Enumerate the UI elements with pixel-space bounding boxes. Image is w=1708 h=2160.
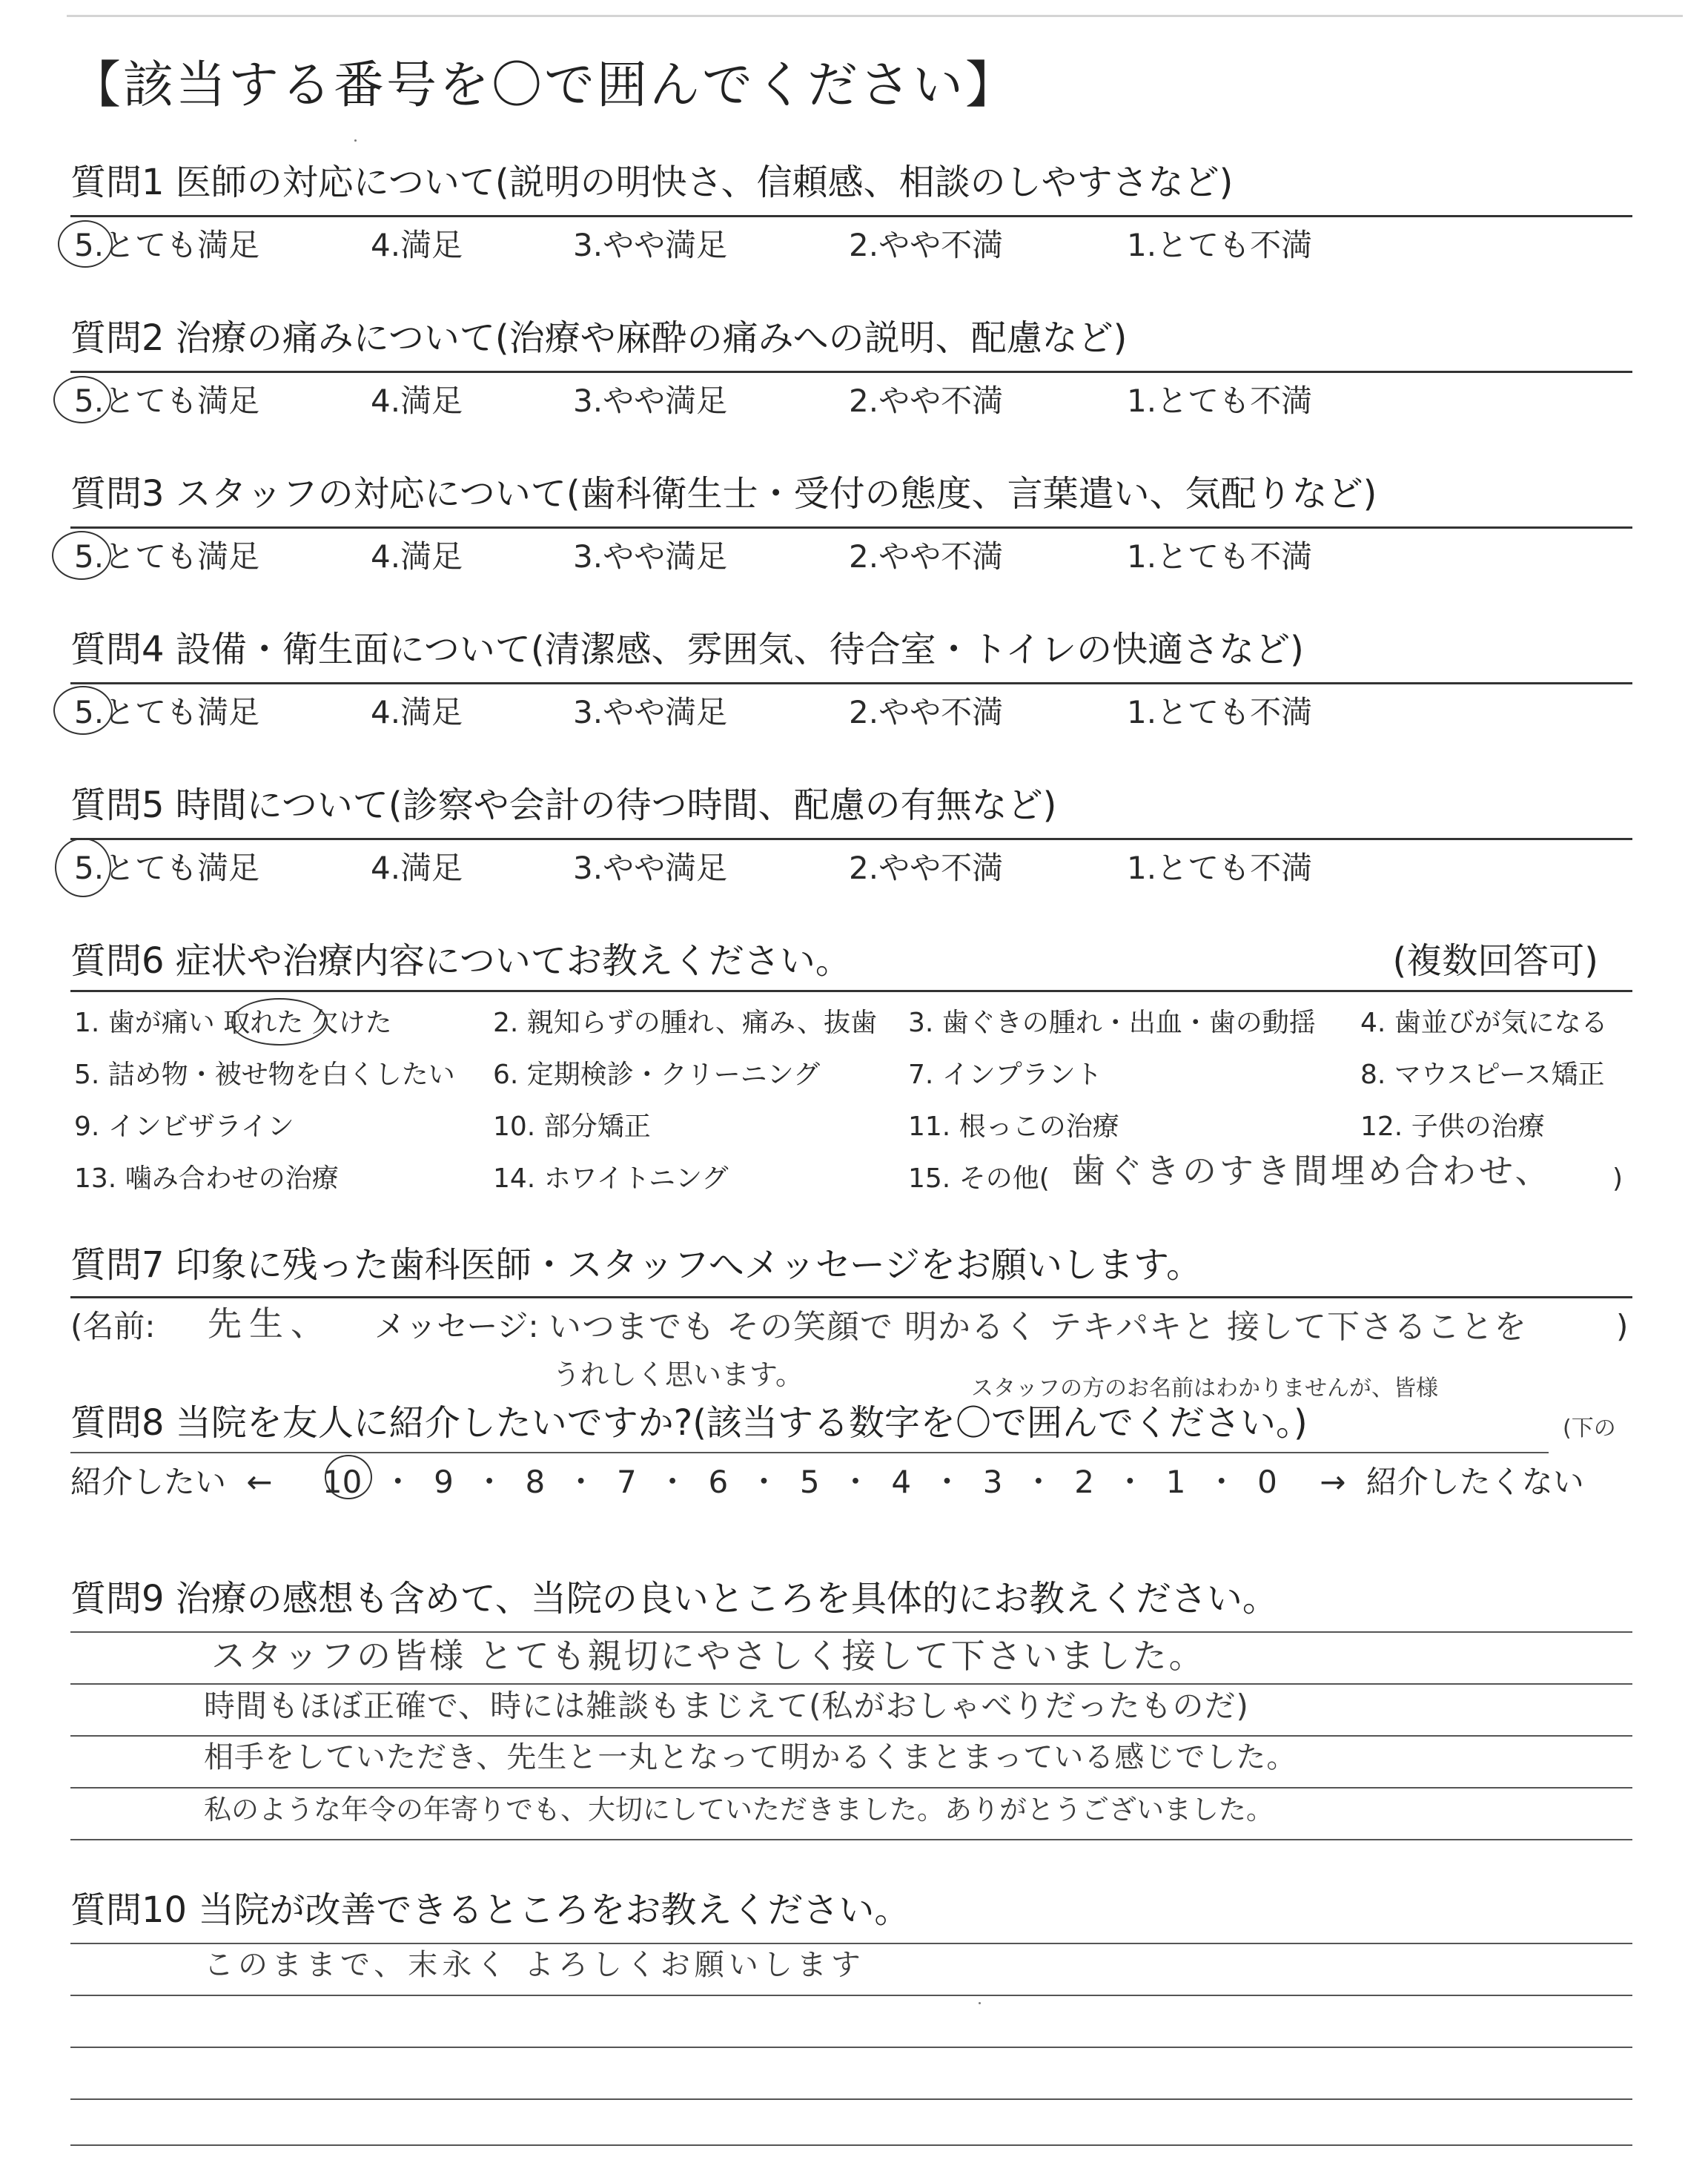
question-10-label: 質問10 当院が改善できるところをお教えください。 [70,1889,910,1931]
q10-line-5 [70,2144,1632,2146]
q2-option-5[interactable]: 5.とても満足 [74,383,260,419]
q8-value-9[interactable]: 9 [434,1464,454,1500]
q5-option-4[interactable]: 4.満足 [371,850,463,886]
q9-answer-1: スタッフの皆様 とても親切にやさしく接して下さいました。 [211,1636,1205,1676]
q10-line-4 [70,2098,1632,2100]
q6-item-9[interactable]: 9. インビザライン [74,1112,294,1142]
question-8-label: 質問8 当院を友人に紹介したいですか?(該当する数字を〇で囲んでください。) [70,1402,1308,1444]
q6-item-5[interactable]: 5. 詰め物・被せ物を白くしたい [74,1060,455,1090]
question-5-label: 質問5 時間について(診察や会計の待つ時間、配慮の有無など) [70,785,1057,826]
q9-line-4 [70,1787,1632,1789]
q7-message-line-3: スタッフの方のお名前はわかりませんが、皆様 [971,1375,1438,1401]
q8-value-8[interactable]: 8 [525,1464,546,1500]
q4-option-3[interactable]: 3.やや満足 [573,694,728,730]
q2-option-3[interactable]: 3.やや満足 [573,383,728,419]
q2-option-4[interactable]: 4.満足 [371,383,463,419]
q6-other-handwriting: 歯ぐきのすき間埋め合わせ、 [1071,1151,1552,1191]
q7-name-label: (名前: [70,1308,156,1344]
q7-message-label: メッセージ: [374,1308,539,1344]
q8-selection-circle [325,1455,372,1499]
q9-line-1 [70,1631,1632,1633]
q7-message-line-2: うれしく思います。 [552,1358,804,1391]
q7-close-paren: ) [1616,1308,1629,1344]
q1-option-2[interactable]: 2.やや不満 [849,227,1004,263]
q8-value-5[interactable]: 5 [799,1464,820,1500]
q1-option-3[interactable]: 3.やや満足 [573,227,728,263]
q3-selection-circle [52,531,111,580]
question-3-rule [70,526,1632,529]
q6-item-8[interactable]: 8. マウスピース矯正 [1360,1060,1605,1090]
q9-answer-2: 時間もほぼ正確で、時には雑談もまじえて(私がおしゃべりだったものだ) [204,1688,1249,1724]
q9-line-2 [70,1683,1632,1685]
q8-value-2[interactable]: 2 [1074,1464,1094,1500]
question-2-rule [70,371,1632,373]
q6-item-15-close: ) [1612,1163,1623,1194]
q8-value-0[interactable]: 0 [1257,1464,1277,1500]
q3-option-1[interactable]: 1.とても不満 [1127,538,1313,575]
q8-value-4[interactable]: 4 [891,1464,912,1500]
q4-option-2[interactable]: 2.やや不満 [849,694,1004,730]
q2-option-2[interactable]: 2.やや不満 [849,383,1004,419]
q6-item-10[interactable]: 10. 部分矯正 [493,1112,651,1142]
q1-option-4[interactable]: 4.満足 [371,227,463,263]
question-3-label: 質問3 スタッフの対応について(歯科衛生士・受付の態度、言葉遣い、気配りなど) [70,473,1377,515]
q6-item-14[interactable]: 14. ホワイトニング [493,1163,729,1194]
q5-option-2[interactable]: 2.やや不満 [849,850,1004,886]
q1-selection-circle [58,220,113,268]
q8-value-3[interactable]: 3 [982,1464,1003,1500]
question-7-label: 質問7 印象に残った歯科医師・スタッフへメッセージをお願いします。 [70,1244,1202,1286]
question-6-note: (複数回答可) [1392,940,1598,982]
q6-item-7[interactable]: 7. インプラント [908,1060,1102,1090]
q9-line-5 [70,1839,1632,1840]
q8-scale-right: → 紹介したくない [1320,1464,1584,1500]
q6-item-1[interactable]: 1. 歯が痛い 取れた 欠けた [74,1008,392,1038]
q8-value-6[interactable]: 6 [708,1464,729,1500]
paper-speck [979,2002,981,2004]
q7-message-line-4: (下の [1563,1416,1616,1441]
q8-value-1[interactable]: 1 [1165,1464,1186,1500]
paper-speck [354,139,357,142]
q5-option-3[interactable]: 3.やや満足 [573,850,728,886]
q7-message-line-1: いつまでも その笑顔で 明かるく テキパキと 接して下さることを [549,1308,1527,1346]
q3-option-2[interactable]: 2.やや不満 [849,538,1004,575]
q9-answer-3: 相手をしていただき、先生と一丸となって明かるくまとまっている感じでした。 [204,1740,1297,1774]
q10-line-2 [70,1995,1632,1996]
q10-line-1 [70,1943,1632,1944]
q4-option-4[interactable]: 4.満足 [371,694,463,730]
q4-option-5[interactable]: 5.とても満足 [74,694,260,730]
question-6-rule [70,990,1632,992]
q5-selection-circle [55,838,111,897]
q5-option-1[interactable]: 1.とても不満 [1127,850,1313,886]
q10-line-3 [70,2047,1632,2048]
question-8-rule [70,1452,1549,1453]
q6-item-11[interactable]: 11. 根っこの治療 [908,1112,1119,1142]
question-4-label: 質問4 設備・衛生面について(清潔感、雰囲気、待合室・トイレの快適さなど) [70,629,1304,670]
q3-option-3[interactable]: 3.やや満足 [573,538,728,575]
q6-item-13[interactable]: 13. 噛み合わせの治療 [74,1163,339,1194]
q1-option-5[interactable]: 5.とても満足 [74,227,260,263]
q6-item-6[interactable]: 6. 定期検診・クリーニング [493,1060,821,1090]
question-5-rule [70,838,1632,840]
q3-option-4[interactable]: 4.満足 [371,538,463,575]
question-9-label: 質問9 治療の感想も含めて、当院の良いところを具体的にお教えください。 [70,1578,1278,1619]
page-title: 【該当する番号を〇で囲んでください】 [70,56,1019,115]
q6-item-15[interactable]: 15. その他( [908,1163,1050,1194]
page-top-edge [67,15,1683,17]
question-6-label: 質問6 症状や治療内容についてお教えください。 [70,940,851,982]
question-7-rule [70,1296,1632,1298]
q10-answer-1: このままで、末永く よろしくお願いします [204,1948,865,1982]
question-1-rule [70,215,1632,217]
q4-selection-circle [53,686,113,735]
q6-item-4[interactable]: 4. 歯並びが気になる [1360,1008,1608,1038]
question-2-label: 質問2 治療の痛みについて(治療や麻酔の痛みへの説明、配慮など) [70,317,1128,359]
question-1-label: 質問1 医師の対応について(説明の明快さ、信頼感、相談のしやすさなど) [70,162,1234,203]
q9-answer-4: 私のような年令の年寄りでも、大切にしていただきました。ありがとうございました。 [204,1794,1274,1826]
q6-item-2[interactable]: 2. 親知らずの腫れ、痛み、抜歯 [493,1008,878,1038]
q6-selection-circle [231,998,328,1046]
q5-option-5[interactable]: 5.とても満足 [74,850,260,886]
q6-item-12[interactable]: 12. 子供の治療 [1360,1112,1545,1142]
q2-option-1[interactable]: 1.とても不満 [1127,383,1313,419]
q6-item-3[interactable]: 3. 歯ぐきの腫れ・出血・歯の動揺 [908,1008,1316,1038]
q9-line-3 [70,1735,1632,1737]
q4-option-1[interactable]: 1.とても不満 [1127,694,1313,730]
q7-name-handwriting: 先生、 [208,1304,332,1344]
q2-selection-circle [53,376,111,423]
q8-scale-left: 紹介したい ← [70,1464,273,1500]
q8-value-10[interactable]: 10 [322,1464,363,1500]
question-4-rule [70,682,1632,684]
q8-value-7[interactable]: 7 [616,1464,637,1500]
q3-option-5[interactable]: 5.とても満足 [74,538,260,575]
q8-scale: 紹介したい ← 10 ・ 9 ・ 8 ・ 7 ・ 6 ・ 5 ・ 4 ・ 3 ・ 2 ・ 1 ・ 0 → 紹介したくない [70,1464,1584,1500]
q1-option-1[interactable]: 1.とても不満 [1127,227,1313,263]
